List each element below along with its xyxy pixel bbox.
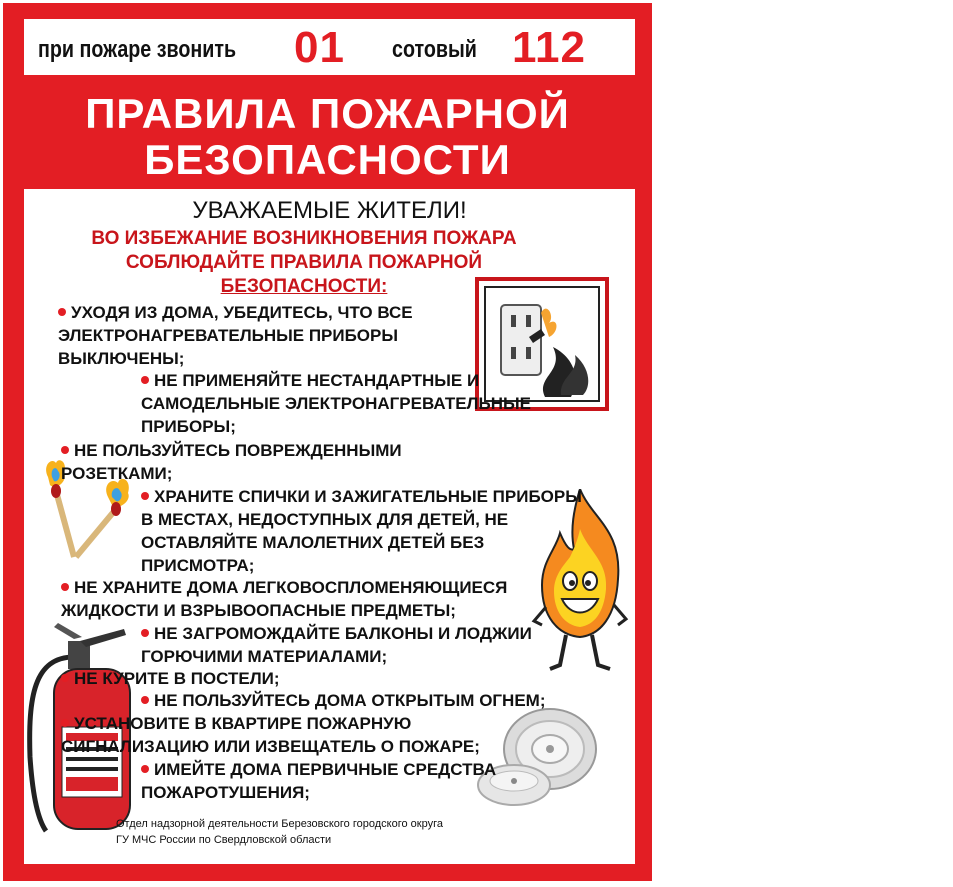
bullet-icon [141,696,149,704]
rule-item: НЕ ЗАГРОМОЖДАЙТЕ БАЛКОНЫ И ЛОДЖИИ ГОРЮЧИМИ МАТЕРИАЛАМИ; [141,624,532,666]
appeal-line-1: ВО ИЗБЕЖАНИЕ ВОЗНИКНОВЕНИЯ ПОЖАРА [91,228,517,249]
fire-call-label: при пожаре звонить [38,36,237,63]
footer-line-2: ГУ МЧС России по Свердловской области [116,834,332,846]
bullet-icon [61,719,69,727]
emergency-numbers-bar [24,19,635,75]
appeal-line-3: БЕЗОПАСНОСТИ: [220,276,388,297]
mobile-call-number: 112 [512,23,586,72]
rule-item: УСТАНОВИТЕ В КВАРТИРЕ ПОЖАРНУЮ СИГНАЛИЗАЦИЮ ИЛИ ИЗВЕЩАТЕЛЬ О ПОЖАРЕ; [61,714,480,756]
mobile-call-label: сотовый [392,36,477,63]
rule-item: ХРАНИТЕ СПИЧКИ И ЗАЖИГАТЕЛЬНЫЕ ПРИБОРЫ В МЕСТАХ, НЕДОСТУПНЫХ ДЛЯ ДЕТЕЙ, НЕ ОСТАВЛЯЙТЕ МАЛОЛЕТНИХ ДЕТЕЙ БЕЗ ПРИСМОТРА; [141,487,582,575]
bullet-icon [141,629,149,637]
rule-item: НЕ ПОЛЬЗУЙТЕСЬ ДОМА ОТКРЫТЫМ ОГНЕМ; [141,689,546,712]
rule-item: УХОДЯ ИЗ ДОМА, УБЕДИТЕСЬ, ЧТО ВСЕ ЭЛЕКТРОНАГРЕВАТЕЛЬНЫЕ ПРИБОРЫ ВЫКЛЮЧЕНЫ; [58,303,413,368]
fire-safety-poster [3,3,652,881]
rule-item: НЕ ПРИМЕНЯЙТЕ НЕСТАНДАРТНЫЕ И САМОДЕЛЬНЫЕ ЭЛЕКТРОНАГРЕВАТЕЛЬНЫЕ ПРИБОРЫ; [141,371,531,436]
bullet-icon [61,446,69,454]
bullet-icon [141,376,149,384]
rule-item: НЕ ХРАНИТЕ ДОМА ЛЕГКОВОСПЛОМЕНЯЮЩИЕСЯ ЖИДКОСТИ И ВЗРЫВООПАСНЫЕ ПРЕДМЕТЫ; [61,578,508,620]
poster-title [3,91,652,183]
footer-credit [116,816,443,848]
rules-panel [24,189,635,864]
bullet-icon [141,492,149,500]
bullet-icon [61,583,69,591]
fire-call-number: 01 [294,23,345,72]
rule-item: НЕ КУРИТЕ В ПОСТЕЛИ; [61,667,280,690]
bullet-icon [58,308,66,316]
poster-title-line-2: БЕЗОПАСНОСТИ [144,136,511,183]
bullet-icon [61,674,69,682]
footer-line-1: Отдел надзорной деятельности Березовского городского округа [116,818,443,830]
rule-item: НЕ ПОЛЬЗУЙТЕСЬ ПОВРЕЖДЕННЫМИ РОЗЕТКАМИ; [61,441,402,483]
appeal-line-2: СОБЛЮДАЙТЕ ПРАВИЛА ПОЖАРНОЙ [125,252,483,273]
poster-title-line-1: ПРАВИЛА ПОЖАРНОЙ [85,90,570,137]
greeting: УВАЖАЕМЫЕ ЖИТЕЛИ! [192,197,467,224]
bullet-icon [141,765,149,773]
rule-item: ИМЕЙТЕ ДОМА ПЕРВИЧНЫЕ СРЕДСТВА ПОЖАРОТУШЕНИЯ; [141,760,497,802]
